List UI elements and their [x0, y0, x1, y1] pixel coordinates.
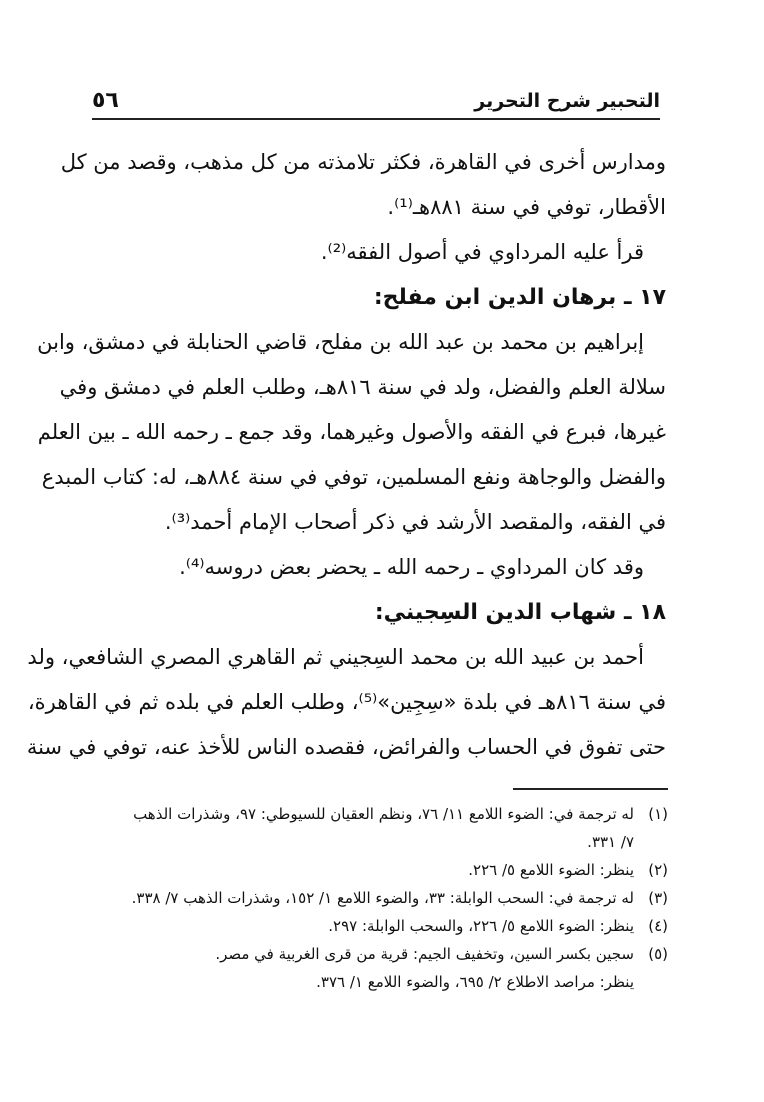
footnote-number: (١): [648, 805, 668, 823]
main-text: [26, 140, 666, 770]
footnote-number: (٤): [648, 917, 668, 935]
footnote: [98, 912, 668, 940]
footnotes: [98, 800, 668, 996]
text-line: قرأ عليه المرداوي في أصول الفقه⁽²⁾.: [320, 240, 644, 264]
text-line: الأقطار، توفي في سنة ٨٨١هـ⁽¹⁾.: [387, 195, 666, 219]
footnote-text: ينظر: الضوء اللامع ٥/ ٢٢٦.: [468, 861, 634, 879]
section-heading: ١٨ ـ شهاب الدين السِجيني:: [374, 600, 666, 625]
footnote-number: (٣): [648, 889, 668, 907]
footnote: [98, 800, 668, 828]
section-heading: ١٧ ـ برهان الدين ابن مفلح:: [373, 285, 666, 310]
page-header: [92, 88, 660, 120]
footnote-text: له ترجمة في: السحب الوابلة: ٣٣، والضوء اللامع ١/ ١٥٢، وشذرات الذهب ٧/ ٣٣٨.: [131, 889, 634, 907]
footnote-text: له ترجمة في: الضوء اللامع ١١/ ٧٦، ونظم العقيان للسيوطي: ٩٧، وشذرات الذهب: [133, 805, 634, 823]
footnote-number: (٢): [648, 861, 668, 879]
text-line: حتى تفوق في الحساب والفرائض، فقصده الناس للأخذ عنه، توفي في سنة: [26, 735, 666, 759]
footnote: [98, 940, 668, 968]
footnote-text: سجين بكسر السين، وتخفيف الجيم: قرية من قرى الغربية في مصر.: [215, 945, 634, 963]
text-line: إبراهيم بن محمد بن عبد الله بن مفلح، قاضي الحنابلة في دمشق، وابن: [37, 330, 644, 354]
text-line: ومدارس أخرى في القاهرة، فكثر تلامذته من كل مذهب، وقصد من كل: [60, 150, 666, 174]
text-line: في سنة ٨١٦هـ في بلدة «سِجِين»⁽⁵⁾، وطلب العلم في بلده ثم في القاهرة،: [27, 690, 666, 714]
page-number: ٥٦: [92, 88, 119, 113]
text-line: أحمد بن عبيد الله بن محمد السِجيني ثم القاهري المصري الشافعي، ولد: [27, 645, 644, 669]
footnote-divider: [513, 788, 668, 790]
text-line: والفضل والوجاهة ونفع المسلمين، توفي في سنة ٨٨٤هـ، له: كتاب المبدع: [41, 465, 666, 489]
footnote: [98, 884, 668, 912]
footnote: [98, 856, 668, 884]
footnote-text: ينظر: الضوء اللامع ٥/ ٢٢٦، والسحب الوابلة: ٢٩٧.: [328, 917, 634, 935]
footnote-number: (٥): [648, 945, 668, 963]
text-line: غيرها، فبرع في الفقه والأصول وغيرهما، وقد جمع ـ رحمه الله ـ بين العلم: [37, 420, 666, 444]
text-line: سلالة العلم والفضل، ولد في سنة ٨١٦هـ، وطلب العلم في دمشق وفي: [59, 375, 666, 399]
footnote-continuation: ٧/ ٣٣١.: [587, 833, 634, 851]
running-title: التحبير شرح التحرير: [474, 90, 660, 112]
footnote-continuation: ينظر: مراصد الاطلاع ٢/ ٦٩٥، والضوء اللامع ١/ ٣٧٦.: [316, 973, 634, 991]
text-line: وقد كان المرداوي ـ رحمه الله ـ يحضر بعض دروسه⁽⁴⁾.: [179, 555, 644, 579]
text-line: في الفقه، والمقصد الأرشد في ذكر أصحاب الإمام أحمد⁽³⁾.: [164, 510, 666, 534]
